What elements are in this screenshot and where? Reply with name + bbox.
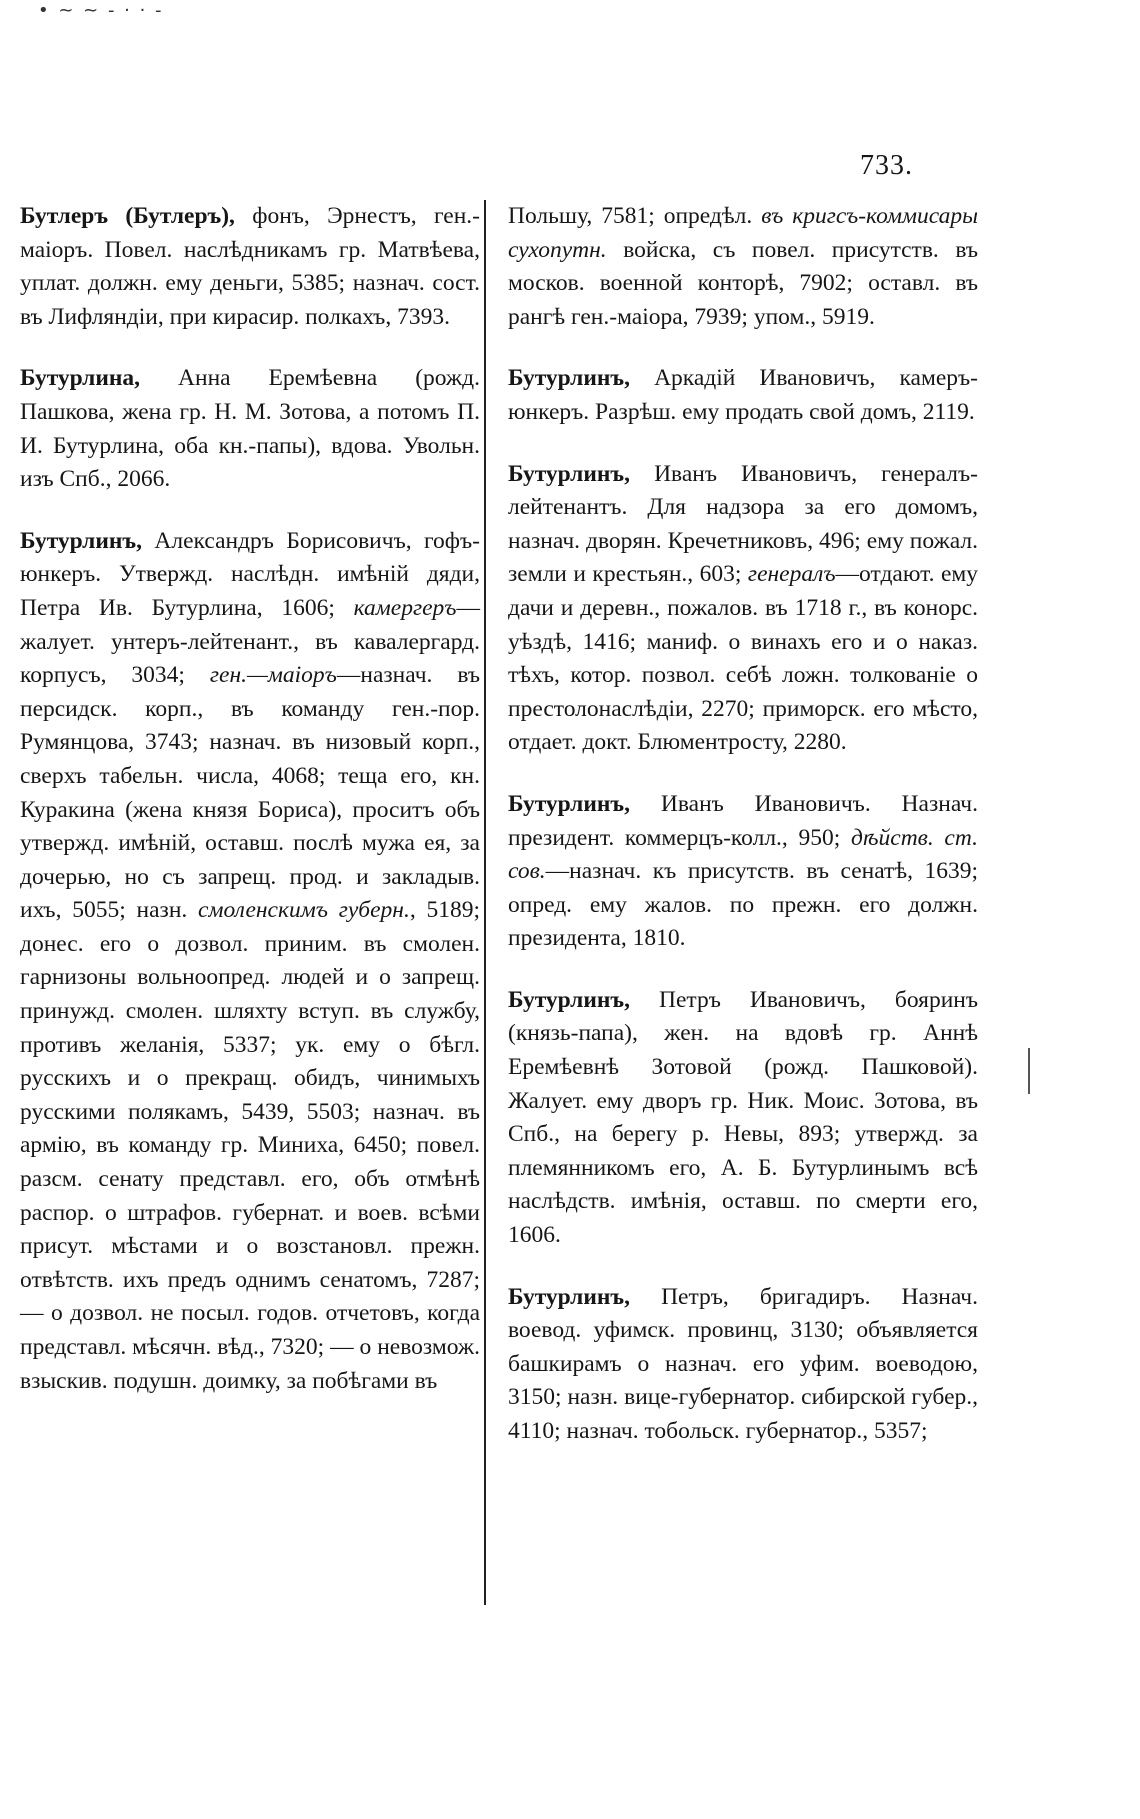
entry-text: —жалует. унтеръ-лейтенант., въ кавалергард. корпусъ, 3034; (20, 594, 480, 689)
entry-italic-rank: ген.—маіоръ (209, 662, 337, 689)
entry-text: —назнач. къ присутств. въ сенатѣ, 1639; опред. ему жалов. по прежн. его должн. президента, 1810. (508, 858, 978, 952)
entry-text: Петръ Ивановичъ, бояринъ (князь-папа), жен. на вдовѣ гр. Аннѣ Еремѣевнѣ Зотовой (рожд. Пашковой). Жалует. ему дворъ гр. Ник. Моис. Зотова, въ Спб., на берегу р. Невы, 893; утвержд. за племянникомъ его, А. Б. Бутурлинымъ всѣ наслѣдств. имѣнія, оставш. по смерти его, 1606. (508, 986, 978, 1249)
entry-heading: Бутлеръ (Бутлеръ), (20, 203, 235, 229)
entry-buturlin-petr-brigadir (508, 1281, 978, 1449)
entry-heading: Бутурлинъ, (508, 365, 631, 392)
entry-text: , 5189; донес. его о дозвол. приним. въ смолен. гарнизоны вольноопред. людей и о запрещ. принужд. смолен. шляхту вступ. въ службу, противъ желанія, 5337; ук. ему о бѣгл. русскихъ и о прекращ. обидъ, чинимыхъ русскими полякамъ, 5439, 5503; назнач. въ армію, въ команду гр. Миниха, 6450; повел. разсм. сенату представл. его, объ отмѣнѣ распор. о штрафов. губернат. и воев. всѣми присут. мѣстами и о возстановл. прежн. отвѣтств. ихъ предъ однимъ сенатомъ, 7287; — о дозвол. не посыл. годов. отчетовъ, когда представл. мѣсячн. вѣд., 7320; — о невозмож. взыскив. подушн. доимку, за побѣгами въ (20, 897, 481, 1394)
entry-text: —отдают. ему дачи и деревн., пожалов. въ 1718 г., въ конорс. уѣздѣ, 1416; маниф. о винахъ его и о наказ. тѣхъ, котор. позвол. себѣ ложн. толкованіе о престолонаслѣдіи, 2270; приморск. его мѣсто, отдает. докт. Блюментросту, 2280. (508, 561, 978, 756)
entry-heading: Бутурлина, (20, 365, 141, 392)
entry-heading: Бутурлинъ, (508, 986, 631, 1013)
entry-heading: Бутурлинъ, (508, 790, 631, 817)
entry-italic-rank: камергеръ (353, 594, 457, 621)
entry-text: Петръ, бригадиръ. Назнач. воевод. уфимск. провинц, 3130; объявляется башкирамъ о назнач. его уфим. воеводою, 3150; назн. вице-губернатор. сибирской губер., 4110; назнач. тобольск. губернатор., 5357; (508, 1283, 978, 1444)
entry-italic-rank: генералъ (747, 561, 836, 588)
entry-buturlin-arkadiy (508, 362, 978, 429)
left-column (20, 200, 480, 1426)
entry-buturlin-ivan-general (508, 458, 978, 760)
entry-italic-rank: въ кригсъ-коммисары сухопутн. (508, 203, 978, 263)
entry-text: Аркадій Ивановичъ, камеръ-юнкеръ. Разрѣш. ему продать свой домъ, 2119. (508, 365, 978, 425)
entry-text: Иванъ Ивановичъ, генералъ-лейтенантъ. Для надзора за его домомъ, назнач. дворян. Кречетниковъ, 496; ему пожал. земли и крестьян., 603; (508, 460, 978, 588)
entry-text: Александръ Борисовичъ, гофъ-юнкеръ. Утвержд. наслѣдн. имѣній дяди, Петра Ив. Бутурлина, 1606; (20, 527, 480, 621)
entry-buturlin-petr-boyarin (508, 984, 978, 1253)
entry-buturlin-ivan-president (508, 788, 978, 956)
entry-text: Анна Еремѣевна (рожд. Пашкова, жена гр. Н. М. Зотова, а потомъ П. И. Бутурлина, оба кн.-папы), вдова. Увольн. изъ Спб., 2066. (20, 365, 480, 493)
entry-text: Иванъ Ивановичъ. Назнач. президент. коммерцъ-колл., 950; (508, 790, 978, 851)
margin-mark (1028, 1048, 1030, 1094)
entry-heading: Бутурлинъ, (508, 460, 631, 487)
entry-text: Польшу, 7581; опредѣл. (508, 203, 762, 229)
column-divider (484, 200, 486, 1605)
right-column (508, 200, 978, 1477)
entry-heading: Бутурлинъ, (20, 527, 143, 554)
entry-text: фонъ, Эрнестъ, ген.-маіоръ. Повел. наслѣдникамъ гр. Матвѣева, уплат. должн. ему деньги, 5385; назнач. сост. въ Лифляндіи, при кирасир. полкахъ, 7393. (20, 203, 480, 330)
entry-continuation (508, 200, 978, 334)
top-edge-marks: • ~ ~ - · · - (38, 0, 164, 21)
entry-butler (20, 200, 480, 334)
entry-buturlina-anna (20, 362, 480, 496)
page-number: 733. (860, 150, 913, 181)
entry-buturlin-aleksandr (20, 525, 480, 1398)
entry-text: войска, съ повел. присутств. въ москов. военной конторѣ, 7902; оставл. въ рангѣ ген.-маіора, 7939; упом., 5919. (508, 236, 978, 330)
entry-heading: Бутурлинъ, (508, 1283, 631, 1310)
entry-italic-rank: смоленскимъ губерн. (198, 897, 410, 924)
entry-italic-rank: дѣйств. ст. сов. (508, 824, 978, 885)
entry-text: —назнач. въ персидск. корп., въ команду ген.-пор. Румянцова, 3743; назнач. въ низовый корп., сверхъ табельн. числа, 4068; теща его, кн. Куракина (жена князя Бориса), проситъ объ утвержд. имѣній, оставш. послѣ мужа ея, за дочерью, но съ запрещ. прод. и закладыв. ихъ, 5055; назн. (20, 662, 480, 924)
